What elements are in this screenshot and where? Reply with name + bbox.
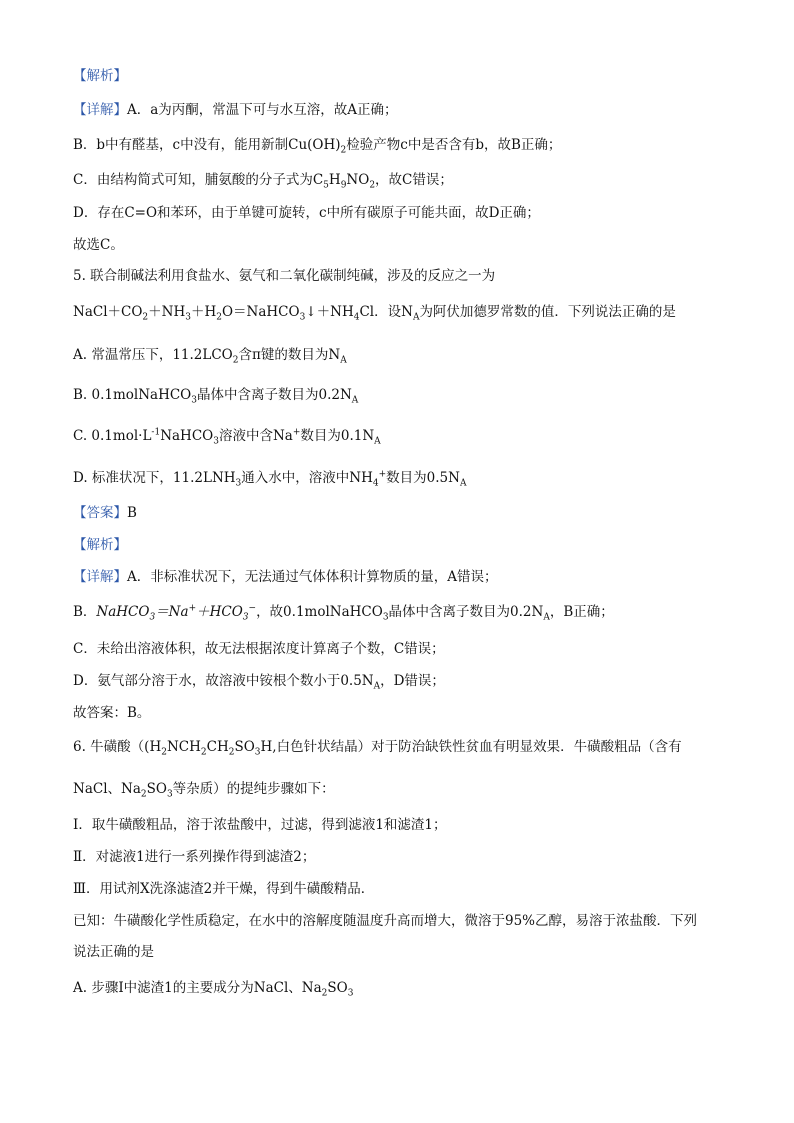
text-line: 5. 联合制碱法利用食盐水、氨气和二氧化碳制纯碱，涉及的反应之一为 — [73, 268, 496, 284]
text-line: A. 步骤Ⅰ中滤渣1的主要成分为NaCl、$Na_2SO_3$ — [73, 980, 354, 999]
text-line: A. 常温常压下，$11.2LCO_2$含π键的数目为$N_A$ — [73, 347, 347, 366]
text-line: D．存在C=O和苯环，由于单键可旋转，c中所有碳原子可能共面，故D正确； — [73, 205, 540, 221]
text-line: 【答案】B — [73, 505, 137, 521]
text-line: $NaCl+CO_2+NH_3+H_2O=NaHCO_3↓+NH_4Cl$．设$N_A$为阿伏加德罗常数的值．下列说法正确的是 — [73, 304, 676, 323]
text-line: Ⅰ．取牛磺酸粗品，溶于浓盐酸中，过滤，得到滤液1和滤渣1； — [73, 817, 447, 833]
text-line: D．氨气部分溶于水，故溶液中铵根个数小于$0.5N_A$，D错误； — [73, 673, 445, 692]
text-line: 已知：牛磺酸化学性质稳定，在水中的溶解度随温度升高而增大，微溶于95%乙醇，易溶于浓盐酸．下列 — [73, 913, 698, 929]
text-line: B．$NaHCO_3=Na^++HCO_3^-$，故0.1molNaHCO$_3$晶体中含离子数目为$0.2N_A$，B正确； — [73, 603, 614, 623]
text-line: 【解析】 — [73, 537, 127, 553]
text-line: C．由结构简式可知，脯氨酸的分子式为$C_5H_9NO_2$，故C错误； — [73, 172, 453, 191]
text-line: C．未给出溶液体积，故无法根据浓度计算离子个数，C错误； — [73, 641, 445, 657]
text-line: 6. 牛磺酸（($H_2NCH_2CH_2SO_3H$,白色针状结晶）对于防治缺铁性贫血有明显效果．牛磺酸粗品（含有 — [73, 739, 682, 758]
text-line: 【详解】A．非标准状况下，无法通过气体体积计算物质的量，A错误； — [73, 569, 498, 585]
text-line: 故选C。 — [73, 237, 124, 253]
text-line: C. $0.1mol\cdot L^{-1}NaHCO_3$溶液中含Na+数目为$0.1N_A$ — [73, 427, 381, 447]
text-line: B. 0.1molNaHCO$_3$晶体中含离子数目为$0.2N_A$ — [73, 387, 359, 406]
text-line: 说法正确的是 — [73, 944, 154, 960]
text-line: 【详解】A．a为丙酮，常温下可与水互溶，故A正确； — [73, 102, 398, 118]
text-line: B．b中有醛基，c中没有，能用新制$Cu(OH)_2$检验产物c中是否含有b，故B正确； — [73, 137, 562, 156]
text-line: D. 标准状况下，$11.2LNH_3$通入水中，溶液中$NH_4^+$数目为$0.5N_A$ — [73, 469, 467, 489]
text-line: 故答案：B。 — [73, 705, 151, 721]
text-line: NaCl、$Na_2SO_3$等杂质）的提纯步骤如下： — [73, 781, 335, 800]
text-line: Ⅲ．用试剂X洗涤滤渣2并干燥，得到牛磺酸精品． — [73, 881, 375, 897]
text-line: Ⅱ．对滤液1进行一系列操作得到滤渣2； — [73, 849, 316, 865]
text-line: 【解析】 — [73, 68, 127, 84]
